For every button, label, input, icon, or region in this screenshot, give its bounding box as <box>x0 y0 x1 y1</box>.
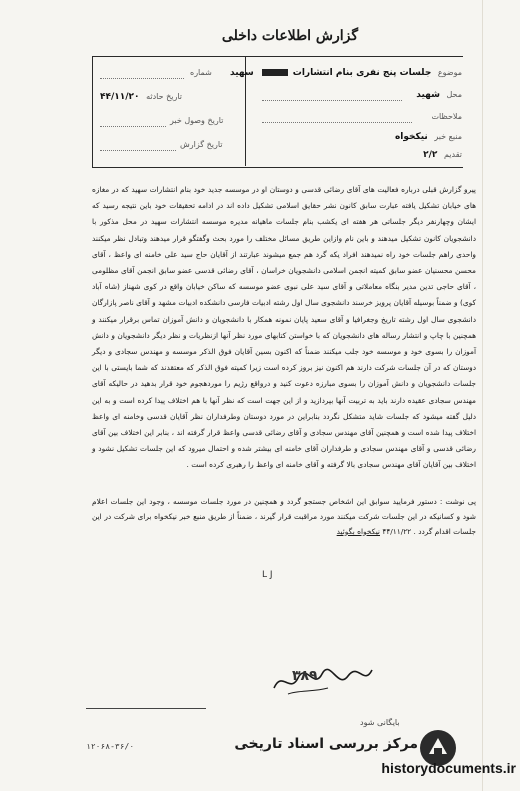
subject-value: جلسات پنج نفری بنام انتشارات <box>292 68 432 78</box>
date-label: تقدیم <box>443 150 462 159</box>
scan-edge-line <box>482 0 483 791</box>
source-value: نیکخواه <box>394 132 428 142</box>
number-field <box>190 68 212 77</box>
assessment-field <box>431 112 462 121</box>
watermark-title: مرکز بررسی اسناد تاریخی <box>234 736 418 752</box>
report-date-value: ۴۴/۱۱/۲۰ <box>100 92 140 102</box>
number-dotline <box>100 78 184 79</box>
subject-field <box>230 68 462 78</box>
redaction-block <box>262 69 288 76</box>
source-label: منبع خبر <box>434 132 462 141</box>
source-field <box>395 132 462 142</box>
document-number: ۱۲۰۶۸-۳۶/۰ <box>86 742 135 751</box>
report-date-label: تاریخ حادثه <box>146 92 183 101</box>
report-field <box>180 140 223 149</box>
followup-note: پی نوشت : دستور فرمایید سوابق این اشخاص جستجو گردد و همچنین در مورد جلسات موسسه ، وجود این جلسات اعلام شود و کسانیکه در این جلسات شرکت میکنند مورد مراقبت قرار گیرند ، ضمناً از طریق منبع خبر نیکخواه برای شرکت در این جلسات اقدام گردد . ۴۴/۱۱/۲۲ <box>92 496 476 536</box>
location-field <box>416 90 462 100</box>
subject-tail: سهید <box>230 68 254 78</box>
assessment-label: ملاحظات <box>431 112 462 121</box>
location-label: محل <box>446 90 462 99</box>
number-label: شماره <box>190 68 212 77</box>
receipt-date-label: تاریخ وصول خبر <box>170 116 224 125</box>
subject-label: موضوع <box>437 68 462 77</box>
date-value: ۲/۲ <box>423 150 438 160</box>
report-dotline <box>100 150 176 151</box>
handwritten-signature <box>268 660 378 700</box>
location-dotline <box>262 100 402 101</box>
report-body <box>92 182 476 539</box>
location-value: شهید <box>416 90 440 100</box>
date-field <box>423 150 462 160</box>
assessment-dotline <box>262 122 412 123</box>
report-date-field <box>100 92 182 102</box>
report-paragraph-2 <box>92 494 476 539</box>
report-paragraph-1: پیرو گزارش قبلی درباره فعالیت های آقای رضائی قدسی و دوستان او در موسسه جدید خود بنام انتشارات سهید که در مغازه های خیابان تشکیل یافته عبارت سابق کانون نشر حقایق اسلامی تشکیل داده اند در ادامه تحقیقات خود باین نتیجه رسید که ایشان وچهارنفر دیگر جلساتی هر هفته ای یکشب بنام جلسات ماهیانه مدیره موسسه انتشارات سهید در محل مذکور با دانشجویان کانون تشکیل میدهند و باین نام وازاین طریق مسائل مختلف را مورد بحث وگفتگو قرار میدهند وتبادل نظر میکنند واحدی راهم جلسات خود راه نمیدهند افراد یکه گرد هم جمع میشوند عبارتند از آقایان حاج سید علی خامنه ای واعظ ، آقای محسن محسنیان عضو سابق کمیته انجمن اسلامی دانشجویان خراسان ، آقای رضائی قدسی عضو سابق انجمن آقای مظلومی ، آقای حاجی تدین مدیر بنگاه معاملاتی و آقای سید علی نبوی عضو موسسه که ساکن خیابان واقع در کوی شهناز (شاه آباد کوی) و ضمناً بوسیله آقایان پرویز خرسند دانشجوی سال اول رشته ادبیات فارسی دانشکده ادبیات مشهد و آقای ناصر پازارگان دانشجوی سال اول رشته تاریخ وجغرافیا و آقای سعید پایان نمونه همکار با دانشجویان و دانش آموزان تماس برقرار میکنند و همچنین با چاپ و انتشار رساله های دانشجویان که با خواستن کتابهای مورد نظر آنها ازنظریات و نظر دیگر دانشجویان و دانش آموزان را بسوی خود و موسسه خود جلب میکنند ضمناً که اکنون بسین آقایان فوق الذکر موسسه و مهندس سجادی و دیگر دوستان که در آن جلسات شرکت دارند هم اکنون نیز بروز کرده است زیرا کمیته فوق الذکر که معتقدند که شما بایستی با این جلسات دانشجویان و دانش آموزان را بسوی مبارزه دعوت کنید و درواقع رژیم را موردهجوم خود قرار بدهید در حالیکه آقای مهندس سجادی عقیده دارند باید به تربیت آنها بپردازید و از این جهت است که نظر آنها با هم اختلاف پیدا کرده است و به این دلیل گفته میشود که جلسات شاید متشکل نگردد بنابراین در مورد دوستان وطرفداران نظر آقایان قدسی وخامنه ای واعظ اختلاف پیدا شده است و همچنین آقای مهندس سجادی و آقای رضائی قدسی واعظ قرار گرفته اند ، بنابر این اختلاف بین آقای رضائی قدسی و آقای مهندس سجادی و طرفداران آقای خامنه ای بیشتر شده و احتمال میرود که این جلسات تشکیل نشود و اختلاف بین آقایان آقای مهندس سجادی بالا گرفته و آقای خامنه ای واعظ را رهبری کرده است . <box>92 185 476 470</box>
report-label: تاریخ گزارش <box>180 140 223 149</box>
document-title: گزارش اطلاعات داخلی <box>221 28 359 44</box>
filed-note: بایگانی شود <box>360 718 400 727</box>
receipt-date-field <box>170 116 223 125</box>
receipt-dotline <box>100 126 166 127</box>
small-mark: L J <box>262 570 273 580</box>
signature-rule <box>86 708 206 709</box>
handwritten-number: ۳۸۹ <box>292 668 318 684</box>
highlighted-phrase: نیکخواه بگوئید <box>336 526 380 536</box>
watermark-url[interactable]: historydocuments.ir <box>381 760 516 776</box>
